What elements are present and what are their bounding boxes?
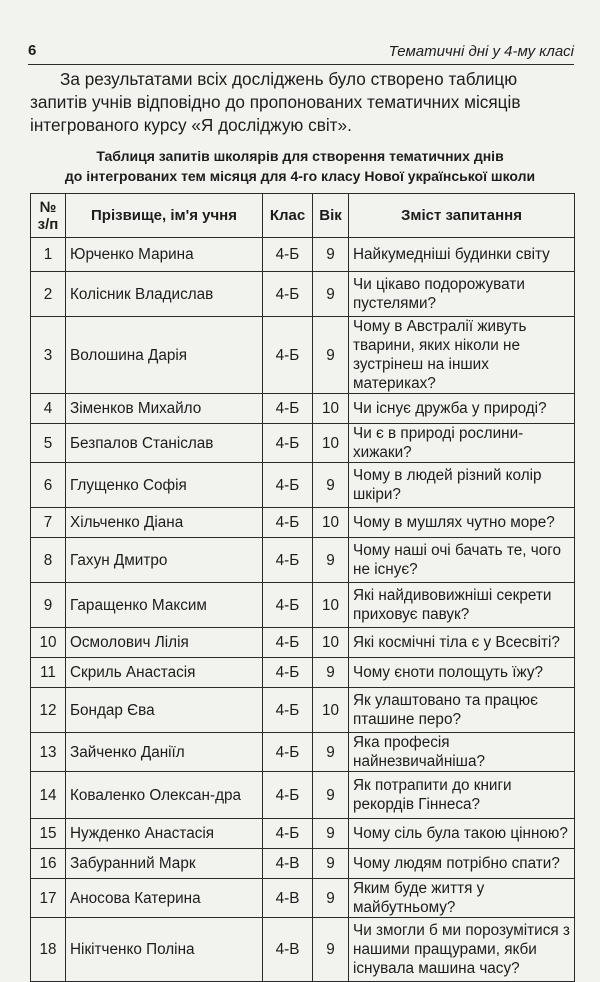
table-header-row xyxy=(31,194,575,238)
student-class: 4-Б xyxy=(263,688,313,733)
student-name: Коваленко Олексан-дра xyxy=(66,772,263,819)
student-age: 9 xyxy=(313,272,349,317)
header-number xyxy=(31,194,66,238)
student-name: Волошина Дарія xyxy=(66,317,263,394)
student-class: 4-Б xyxy=(263,658,313,688)
row-number: 17 xyxy=(31,879,66,918)
row-number: 18 xyxy=(31,918,66,982)
request-question: Чи змогли б ми порозумітися з нашими пращурами, якби існувала машина часу? xyxy=(349,918,575,982)
table-row xyxy=(31,819,575,849)
student-class: 4-В xyxy=(263,879,313,918)
student-age: 9 xyxy=(313,733,349,772)
student-name: Юрченко Марина xyxy=(66,238,263,272)
request-question: Чи є в природі рослини-хижаки? xyxy=(349,424,575,463)
request-question: Чи існує дружба у природі? xyxy=(349,394,575,424)
row-number: 8 xyxy=(31,538,66,583)
caption-line-2: до інтегрованих тем місяця для 4-го класу Нової української школи xyxy=(64,168,536,184)
table-row xyxy=(31,583,575,628)
student-class: 4-Б xyxy=(263,272,313,317)
row-number: 10 xyxy=(31,628,66,658)
table-row xyxy=(31,272,575,317)
header-number-abbr: з/п xyxy=(37,215,59,233)
header-class: Клас xyxy=(263,194,313,238)
request-question: Чому наші очі бачать те, чого не існує? xyxy=(349,538,575,583)
student-name: Колісник Владислав xyxy=(66,272,263,317)
table-caption xyxy=(30,146,570,186)
row-number: 2 xyxy=(31,272,66,317)
request-question: Яка професія найнезвичайніша? xyxy=(349,733,575,772)
request-question: Чому в людей різний колір шкіри? xyxy=(349,463,575,508)
table-row xyxy=(31,394,575,424)
student-age: 9 xyxy=(313,658,349,688)
header-number-symbol: № xyxy=(39,198,57,216)
request-question: Чому єноти полощуть їжу? xyxy=(349,658,575,688)
table-row xyxy=(31,628,575,658)
row-number: 7 xyxy=(31,508,66,538)
page-number: 6 xyxy=(28,42,37,59)
student-name: Глущенко Софія xyxy=(66,463,263,508)
table-body xyxy=(31,238,575,982)
table-row xyxy=(31,508,575,538)
table-row xyxy=(31,733,575,772)
student-name: Бондар Єва xyxy=(66,688,263,733)
request-question: Чи цікаво подорожувати пустелями? xyxy=(349,272,575,317)
table-row xyxy=(31,538,575,583)
student-class: 4-Б xyxy=(263,424,313,463)
table-row xyxy=(31,317,575,394)
student-class: 4-Б xyxy=(263,772,313,819)
request-question: Чому в Австралії живуть тварини, яких ніколи не зустрінеш на інших материках? xyxy=(349,317,575,394)
request-question: Які космічні тіла є у Всесвіті? xyxy=(349,628,575,658)
student-age: 10 xyxy=(313,394,349,424)
request-question: Найкумедніші будинки світу xyxy=(349,238,575,272)
header-question: Зміст запитання xyxy=(349,194,575,238)
page-header xyxy=(28,38,574,65)
student-class: 4-Б xyxy=(263,733,313,772)
student-class: 4-Б xyxy=(263,508,313,538)
student-name: Скриль Анастасія xyxy=(66,658,263,688)
header-age: Вік xyxy=(313,194,349,238)
student-class: 4-Б xyxy=(263,819,313,849)
row-number: 11 xyxy=(31,658,66,688)
student-class: 4-В xyxy=(263,849,313,879)
student-class: 4-Б xyxy=(263,463,313,508)
row-number: 1 xyxy=(31,238,66,272)
request-question: Як улаштовано та працює пташине перо? xyxy=(349,688,575,733)
row-number: 4 xyxy=(31,394,66,424)
requests-table xyxy=(30,193,575,982)
student-name: Гахун Дмитро xyxy=(66,538,263,583)
student-name: Хільченко Діана xyxy=(66,508,263,538)
student-name: Гаращенко Максим xyxy=(66,583,263,628)
student-name: Зайченко Даніїл xyxy=(66,733,263,772)
student-age: 9 xyxy=(313,317,349,394)
student-age: 9 xyxy=(313,238,349,272)
student-age: 10 xyxy=(313,583,349,628)
table-row xyxy=(31,849,575,879)
student-age: 10 xyxy=(313,688,349,733)
student-age: 10 xyxy=(313,424,349,463)
request-question: Чому сіль була такою цінною? xyxy=(349,819,575,849)
table-row xyxy=(31,918,575,982)
student-age: 10 xyxy=(313,628,349,658)
row-number: 14 xyxy=(31,772,66,819)
request-question: Чому в мушлях чутно море? xyxy=(349,508,575,538)
student-age: 9 xyxy=(313,538,349,583)
student-age: 9 xyxy=(313,819,349,849)
student-name: Зіменков Михайло xyxy=(66,394,263,424)
request-question: Яким буде життя у майбутньому? xyxy=(349,879,575,918)
caption-line-1: Таблиця запитів школярів для створення тематичних днів xyxy=(96,148,504,164)
student-name: Аносова Катерина xyxy=(66,879,263,918)
row-number: 12 xyxy=(31,688,66,733)
student-age: 9 xyxy=(313,918,349,982)
request-question: Як потрапити до книги рекордів Гіннеса? xyxy=(349,772,575,819)
student-class: 4-Б xyxy=(263,394,313,424)
student-class: 4-Б xyxy=(263,538,313,583)
student-name: Безпалов Станіслав xyxy=(66,424,263,463)
table-row xyxy=(31,463,575,508)
table-row xyxy=(31,658,575,688)
row-number: 5 xyxy=(31,424,66,463)
student-name: Осмолович Лілія xyxy=(66,628,263,658)
student-class: 4-Б xyxy=(263,317,313,394)
table-row xyxy=(31,238,575,272)
table-row xyxy=(31,879,575,918)
student-age: 9 xyxy=(313,772,349,819)
row-number: 16 xyxy=(31,849,66,879)
table-row xyxy=(31,424,575,463)
student-class: 4-В xyxy=(263,918,313,982)
student-name: Нужденко Анастасія xyxy=(66,819,263,849)
request-question: Чому людям потрібно спати? xyxy=(349,849,575,879)
table-row xyxy=(31,688,575,733)
row-number: 15 xyxy=(31,819,66,849)
row-number: 9 xyxy=(31,583,66,628)
row-number: 3 xyxy=(31,317,66,394)
student-class: 4-Б xyxy=(263,628,313,658)
student-age: 10 xyxy=(313,508,349,538)
student-age: 9 xyxy=(313,879,349,918)
student-age: 9 xyxy=(313,849,349,879)
row-number: 13 xyxy=(31,733,66,772)
student-name: Забуранний Марк xyxy=(66,849,263,879)
intro-paragraph: За результатами всіх досліджень було створено таблицю запитів учнів відповідно до пропонованих тематичних місяців інтегрованого курсу «Я досліджую світ». xyxy=(30,69,521,135)
request-question: Які найдивовижніші секрети приховує павук? xyxy=(349,583,575,628)
student-age: 9 xyxy=(313,463,349,508)
table-row xyxy=(31,772,575,819)
student-class: 4-Б xyxy=(263,583,313,628)
student-class: 4-Б xyxy=(263,238,313,272)
row-number: 6 xyxy=(31,463,66,508)
running-title: Тематичні дні у 4-му класі xyxy=(388,43,574,60)
student-name: Нікітченко Поліна xyxy=(66,918,263,982)
header-name: Прізвище, ім'я учня xyxy=(66,194,263,238)
